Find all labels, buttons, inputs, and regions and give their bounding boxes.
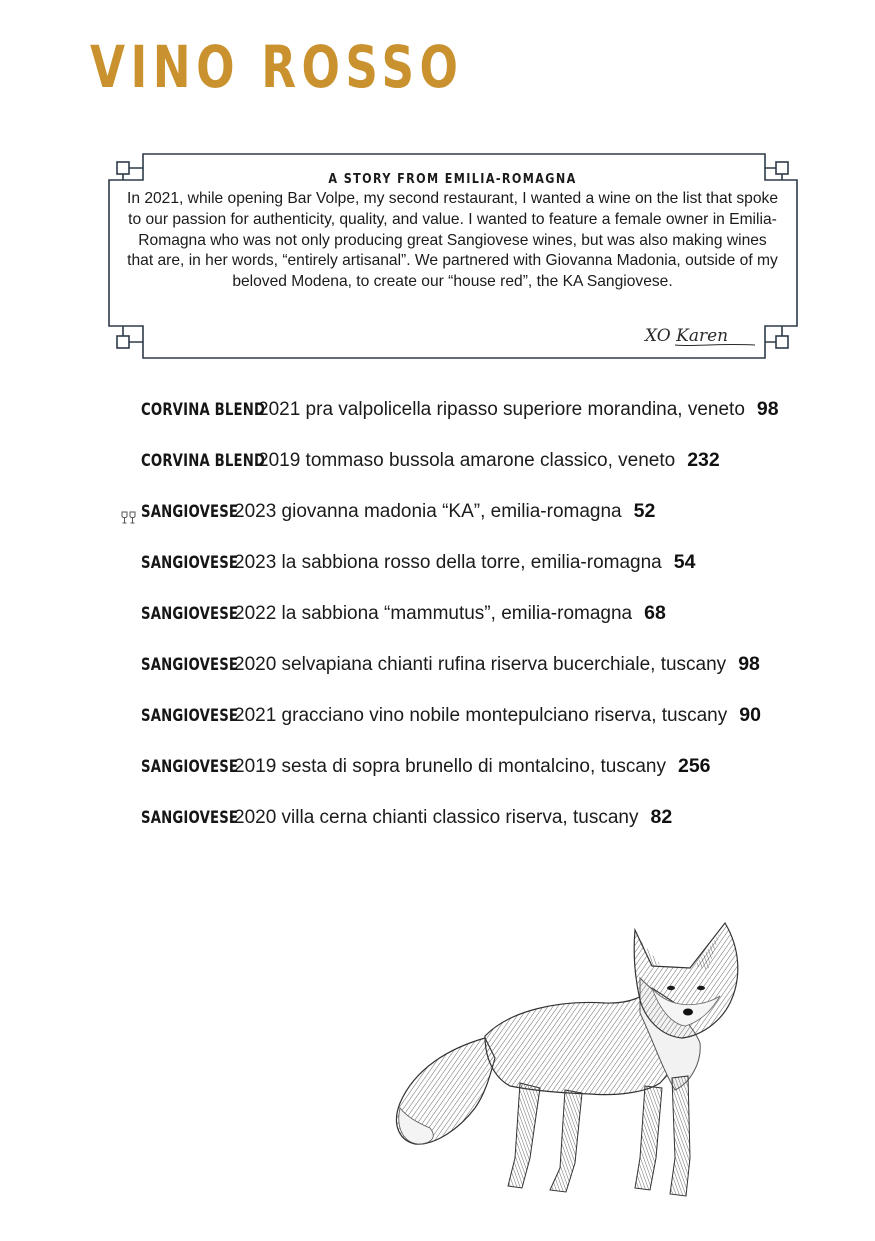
wine-list [141,398,779,857]
wine-description: 2021 gracciano vino nobile montepulciano riserva, tuscany [234,705,728,726]
fox-illustration [390,918,755,1213]
wine-price: 90 [739,704,761,726]
wine-price: 68 [644,602,666,624]
wine-description: 2023 la sabbiona rosso della torre, emilia-romagna [234,552,662,573]
wine-description: 2022 la sabbiona “mammutus”, emilia-romagna [234,603,633,624]
wine-grape: CORVINA BLEND [141,451,266,471]
wine-grape: SANGIOVESE [141,502,239,522]
wine-item [141,755,779,806]
wine-price: 98 [738,653,760,675]
wine-price: 98 [756,398,779,420]
wine-grape: SANGIOVESE [141,706,239,726]
wine-item [141,500,779,551]
story-heading: A STORY FROM EMILIA-ROMAGNA [328,172,577,187]
wine-description: 2019 sesta di sopra brunello di montalcino, tuscany [234,756,666,777]
wine-item [141,551,779,602]
wine-item [141,398,779,449]
wine-grape: SANGIOVESE [141,604,239,624]
wine-description: 2019 tommaso bussola amarone classico, veneto [258,450,676,471]
wine-glasses-icon [119,510,139,531]
wine-price: 54 [673,551,696,573]
wine-item [141,653,779,704]
signature-text: XO Karen [645,326,729,346]
wine-item [141,806,779,857]
wine-grape: SANGIOVESE [141,655,239,675]
signature [645,326,760,346]
wine-description: 2020 villa cerna chianti classico riserva, tuscany [234,807,639,828]
signature-underline [675,342,755,348]
wine-grape: SANGIOVESE [141,553,239,573]
wine-price: 82 [650,806,673,828]
wine-price: 232 [687,449,720,471]
wine-description: 2020 selvapiana chianti rufina riserva bucerchiale, tuscany [234,654,727,675]
story-body: In 2021, while opening Bar Volpe, my second restaurant, I wanted a wine on the list that spoke to our passion for authenticity, quality, and value. I wanted to feature a female owner in Emilia-Romagna who was not only producing great Sangiovese wines, but was also making wines that are, in her words, “entirely artisanal”. We partnered with Giovanna Madonia, outside of my beloved Modena, to create our “house red”, the KA Sangiovese. [126,190,778,291]
wine-item [141,602,779,653]
wine-item [141,704,779,755]
wine-grape: CORVINA BLEND [141,400,266,420]
wine-price: 256 [677,755,711,777]
wine-price: 52 [633,500,656,522]
page-title: VINO ROSSO [90,33,464,101]
wine-description: 2021 pra valpolicella ripasso superiore morandina, veneto [258,399,745,420]
wine-grape: SANGIOVESE [141,808,239,828]
wine-grape: SANGIOVESE [141,757,239,777]
wine-item [141,449,779,500]
story-content [125,172,780,293]
wine-description: 2023 giovanna madonia “KA”, emilia-romagna [234,501,622,522]
